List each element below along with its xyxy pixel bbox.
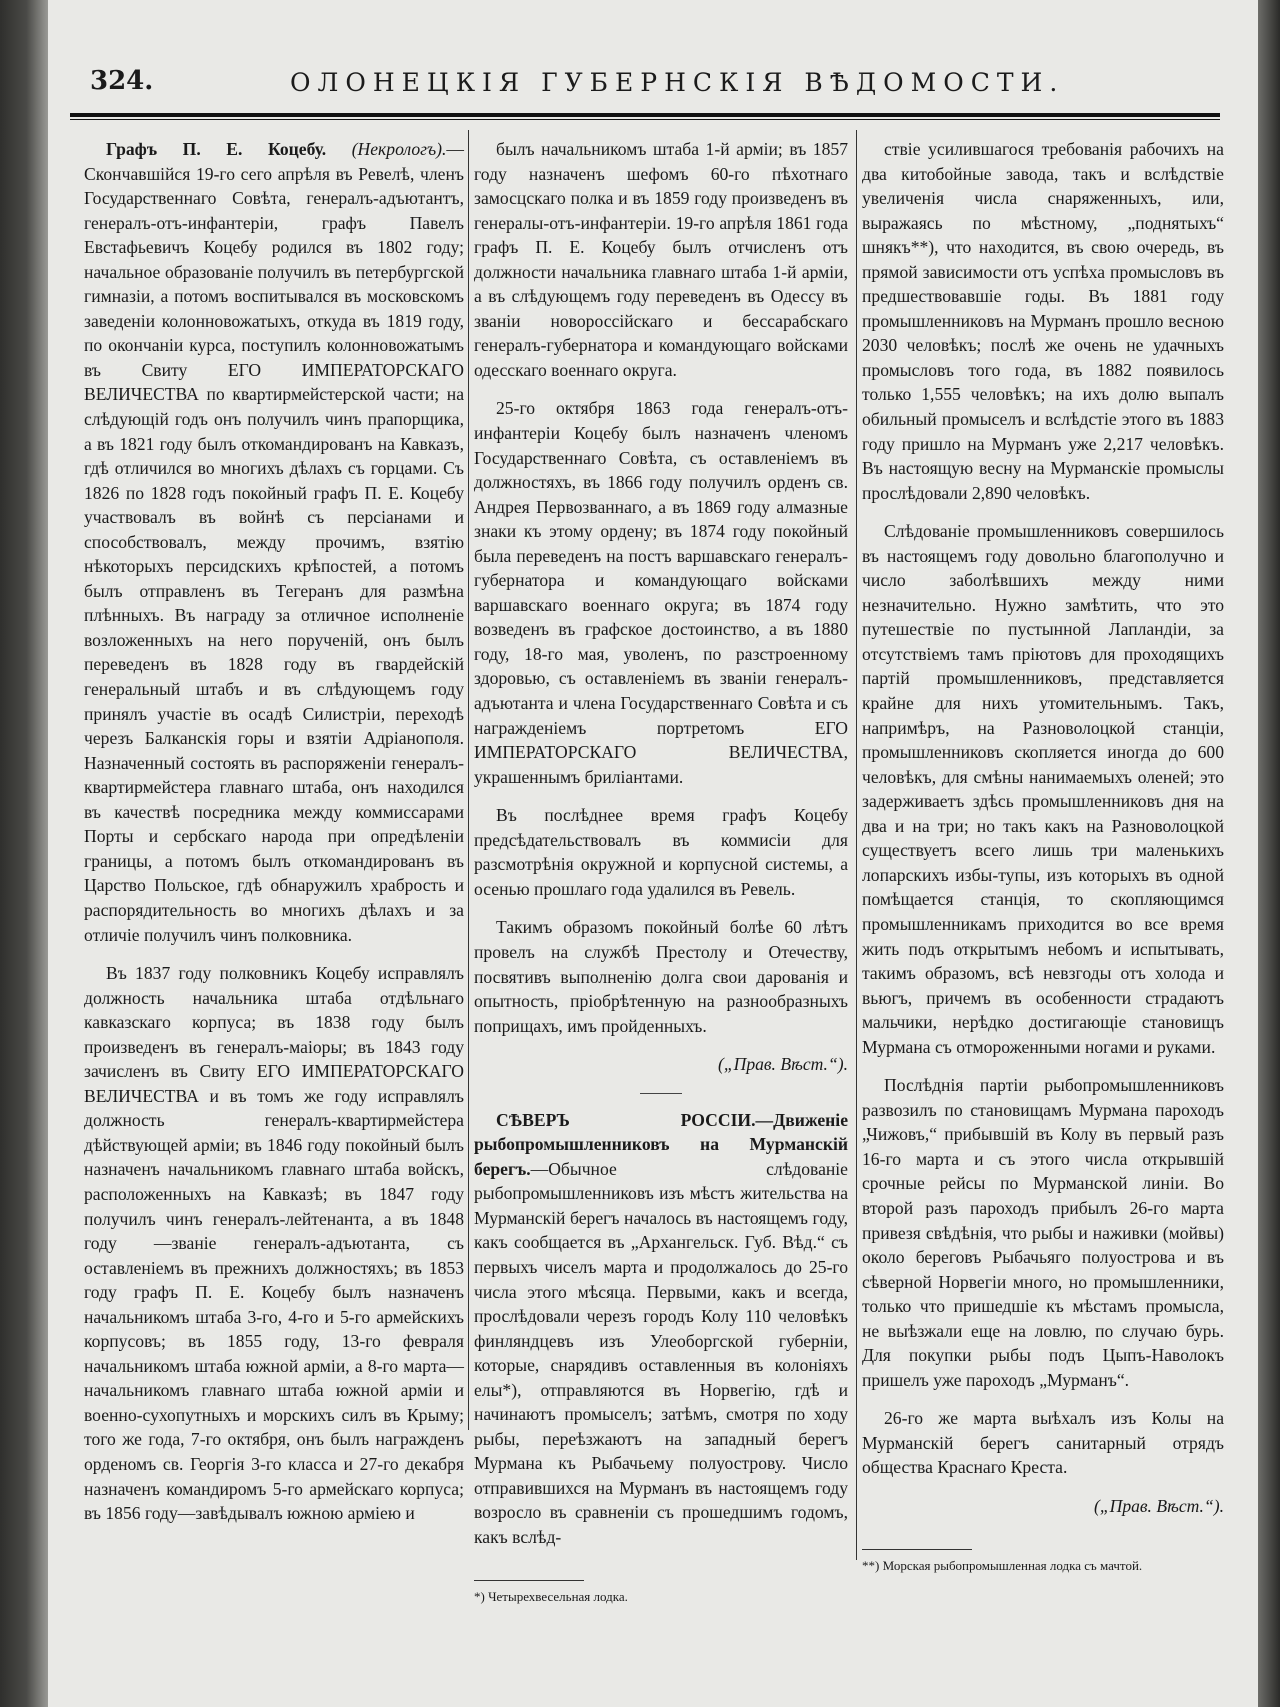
fishermen-paragraph-5: 26-го же марта выѣхалъ изъ Колы на Мурманскій берегъ санитарный отрядъ общества Краснаго Креста. xyxy=(862,1408,1224,1478)
obituary-source: („Прав. Вѣст.“). xyxy=(717,1054,848,1075)
obituary-title: Графъ П. Е. Коцебу. xyxy=(106,139,327,159)
obituary-subtitle: (Некрологъ). xyxy=(351,139,447,159)
fishermen-lead-paragraph xyxy=(474,1108,848,1550)
fishermen-paragraph-2: ствіе усилившагося требованія рабочихъ на два китобойные завода, такъ и вслѣдствіе увеличенія числа снаряженныхъ, или, выражаясь по мѣстному, „поднятыхъ“ шнякъ**), что находится, въ свою очередь, въ прямой зависимости отъ успѣха промысловъ въ предшествовавшіе годы. Въ 1881 году промышленниковъ на Мурманъ прошло весною 2030 человѣкъ; послѣ же очень не удачныхъ промысловъ того года, въ 1882 появилось только 1,555 человѣкъ; на ихъ долю выпалъ обильный промыселъ и вслѣдстіе этого въ 1883 году пришло на Мурманъ уже 2,217 человѣкъ. Въ настоящую весну на Мурманскіе промыслы прослѣдовали 2,890 человѣкъ. xyxy=(862,139,1224,503)
fishermen-source: („Прав. Вѣст.“). xyxy=(1093,1495,1224,1516)
fishermen-article-title: СѢВЕРЪ РОССІИ.—Движеніе рыбопромышленниковъ на Мурманскій берегъ. xyxy=(474,1109,848,1179)
column-3 xyxy=(862,137,1224,1574)
page-number: 324. xyxy=(90,66,154,96)
obituary-paragraph-6: Такимъ образомъ покойный болѣе 60 лѣтъ провелъ на службѣ Престолу и Отечеству, посвятивъ выполненію долга свои дарованія и опытность, пріобрѣтенную на разнообразныхъ поприщахъ, имъ пройденныхъ. xyxy=(474,917,848,1036)
journal-title: ОЛОНЕЦКІЯ ГУБЕРНСКІЯ ВѢДОМОСТИ. xyxy=(290,68,1065,97)
footnote-rule-2 xyxy=(862,1549,972,1550)
column-2 xyxy=(474,137,848,1605)
page-header xyxy=(80,62,1230,102)
scan-right-edge xyxy=(1258,0,1280,1707)
column-divider-1 xyxy=(468,130,469,1430)
article-separator xyxy=(640,1093,682,1094)
fishermen-paragraph-4: Послѣднія партіи рыбопромышленниковъ развозилъ по становищамъ Мурмана пароходъ „Чижовъ,“ прибывшій въ Колу въ первый разъ 16-го марта и съ этого числа открывшій срочные рейсы по Мурманской линіи. Во второй разъ пароходъ прибылъ 26-го марта привезя свѣдѣнія, что рыбы и наживки (мойвы) около береговъ Рыбачьяго полуострова и въ сѣверной Норвегіи много, но промышленники, только что пришедшіе къ мѣстамъ промысла, не выѣзжали еще на ловлю, по случаю бурь. Для покупки рыбы подъ Цыпъ-Наволокъ пришелъ уже пароходъ „Мурманъ“. xyxy=(862,1075,1224,1390)
fishermen-paragraph-3: Слѣдованіе промышленниковъ совершилось въ настоящемъ году довольно благополучно и число заболѣвшихъ между ними незначительно. Нужно замѣтить, что это путешествіе по пустынной Лапландіи, за отсутствіемъ тамъ пріютовъ для проходящихъ партій промышленниковъ, представляется крайне для нихъ утомительнымъ. Такъ, напримѣръ, на Разноволоцкой станціи, промышленниковъ скопляется иногда до 600 человѣкъ, для смѣны нанимаемыхъ оленей; это задерживаетъ здѣсь промышленниковъ дня на два и на три; но такъ какъ на Разноволоцкой существуетъ всего лишь три маленькихъ лопарскихъ избы-тупы, изъ которыхъ въ одной помѣщается станція, то скопляющимся промышленникамъ приходится во все время жить подъ открытымъ небомъ и испытывать, такимъ образомъ, всѣ невзгоды отъ холода и вьюгъ, причемъ въ особенности страдаютъ мальчики, нерѣдко достигающіе становищъ Мурмана съ отмороженными ногами и руками. xyxy=(862,521,1224,1057)
header-rule-thick xyxy=(70,113,1220,117)
footnote-2: **) Морская рыбопромышленная лодка съ мачтой. xyxy=(862,1557,1143,1573)
obituary-lead-paragraph xyxy=(84,137,464,947)
footnote-rule xyxy=(474,1580,584,1581)
footnote-1: *) Четырехвесельная лодка. xyxy=(474,1588,628,1604)
obituary-lead-text: —Скончавшійся 19-го сего апрѣля въ Ревелѣ, членъ Государственнаго Совѣта, генералъ-адъютантъ, генералъ-отъ-инфантеріи, графъ Павелъ Евстафьевичъ Коцебу родился въ 1802 году; начальное образованіе получилъ въ петербургской гимназіи, а потомъ воспитывался въ московскомъ заведеніи колонновожатыхъ, откуда въ 1819 году, по окончаніи курса, поступилъ колонновожатымъ въ Свиту ЕГО ИМПЕРАТОРСКАГО ВЕЛИЧЕСТВА по квартирмейстерской части; на слѣдующій годъ онъ получилъ чинъ прапорщика, а въ 1821 году былъ откомандированъ на Кавказъ, гдѣ отличился во многихъ дѣлахъ съ горцами. Съ 1826 по 1828 годъ покойный графъ П. Е. Коцебу участвовалъ въ войнѣ съ персіанами и способствовалъ, между прочимъ, взятію нѣкоторыхъ персидскихъ крѣпостей, а потомъ былъ отправленъ въ Тегеранъ для размѣна плѣнныхъ. Въ награду за отличное исполненіе возложенныхъ на него порученій, онъ былъ переведенъ въ 1828 году въ гвардейскій генеральный штабъ и въ слѣдующемъ году принялъ участіе въ осадѣ Силистріи, переходѣ черезъ Балканскія горы и взятіи Адріанополя. Назначенный состоять въ распоряженіи генералъ-квартирмейстера главнаго штаба, онъ находился въ качествѣ посредника между коммиссарами Порты и сербскаго народа при опредѣленіи границы, а потомъ былъ откомандированъ въ Царство Польское, гдѣ обнаружилъ храбрость и распорядительность во многихъ дѣлахъ и за отличіе получилъ чинъ полковника. xyxy=(84,139,464,945)
column-divider-2 xyxy=(856,130,857,1560)
header-rule-thin xyxy=(70,119,1220,120)
obituary-paragraph-4: 25-го октября 1863 года генералъ-отъ-инфантеріи Коцебу былъ назначенъ членомъ Государственнаго Совѣта, съ оставленіемъ въ должностяхъ, въ 1866 году получилъ орденъ св. Андрея Первозваннаго, а въ 1869 году алмазные знаки къ этому ордену; въ 1874 году покойный была переведенъ на постъ варшавскаго генералъ-губернатора и командующаго войсками варшавскаго военнаго округа; въ 1874 году возведенъ въ графское достоинство, а въ 1880 году, 18-го мая, уволенъ, по разстроенному здоровью, съ оставленіемъ въ званіи генералъ-адъютанта и члена Государственнаго Совѣта и съ награжденіемъ портретомъ ЕГО ИМПЕРАТОРСКАГО ВЕЛИЧЕСТВА, украшеннымъ бриліантами. xyxy=(474,398,848,787)
fishermen-lead-text: —Обычное слѣдованіе рыбопромышленниковъ изъ мѣстъ жительства на Мурманскій берегъ началось въ настоящемъ году, какъ сообщается въ „Архангельск. Губ. Вѣд.“ съ первыхъ чиселъ марта и продолжалось до 25-го числа этого мѣсяца. Первыми, какъ и всегда, прослѣдовали черезъ городъ Колу 110 человѣкъ финляндцевъ изъ Улеоборгской губерніи, которые, снарядивъ оставленныя въ колоніяхъ елы*), отправляются въ Норвегію, гдѣ и начинаютъ промыселъ; затѣмъ, смотря по ходу рыбы, переѣзжаютъ на западный берегъ Мурмана къ Рыбачьему полуострову. Число отправившихся на Мурманъ въ настоящемъ году возросло въ сравненіи съ прошедшимъ годомъ, какъ вслѣд- xyxy=(474,1158,848,1547)
obituary-paragraph-5: Въ послѣднее время графъ Коцебу предсѣдательствовалъ въ коммисіи для разсмотрѣнія окружной и корпусной системы, а осенью прошлаго года удалился въ Ревель. xyxy=(474,805,848,899)
obituary-paragraph-2: Въ 1837 году полковникъ Коцебу исправлялъ должность начальника штаба отдѣльнаго кавказскаго корпуса; въ 1838 году былъ произведенъ въ генералъ-маіоры; въ 1843 году зачисленъ въ Свиту ЕГО ИМПЕРАТОРСКАГО ВЕЛИЧЕСТВА и въ томъ же году исправлялъ должность генералъ-квартирмейстера дѣйствующей арміи; въ 1846 году покойный былъ назначенъ начальникомъ главнаго штаба войскъ, расположенныхъ на Кавказѣ; въ 1847 году получилъ чинъ генералъ-лейтенанта, а въ 1848 году —званіе генералъ-адъютанта, съ оставленіемъ въ прежнихъ должностяхъ; въ 1853 году графъ П. Е. Коцебу былъ назначенъ начальникомъ штаба 3-го, 4-го и 5-го армейскихъ корпусовъ; въ 1855 году, 13-го февраля начальникомъ штаба южной арміи, а 8-го марта—начальникомъ главнаго штаба южной арміи и военно-сухопутныхъ и морскихъ силъ въ Крыму; того же года, 7-го октября, онъ былъ награжденъ орденомъ св. Георгія 3-го класса и 27-го декабря назначенъ командиромъ 5-го армейскаго корпуса; въ 1856 году—завѣдывалъ южною арміею и xyxy=(84,963,464,1524)
obituary-paragraph-3: былъ начальникомъ штаба 1-й арміи; въ 1857 году назначенъ шефомъ 60-го пѣхотнаго замосцскаго полка и въ 1859 году произведенъ въ генералы-отъ-инфантеріи. 19-го апрѣля 1861 года графъ П. Е. Коцебу былъ отчисленъ отъ должности начальника главнаго штаба 1-й арміи, а въ слѣдующемъ году переведенъ въ Одессу въ званіи новороссійскаго и бессарабскаго генералъ-губернатора и командующаго войсками одесскаго военнаго округа. xyxy=(474,139,848,380)
scan-left-edge xyxy=(0,0,48,1707)
column-1 xyxy=(84,137,464,1526)
